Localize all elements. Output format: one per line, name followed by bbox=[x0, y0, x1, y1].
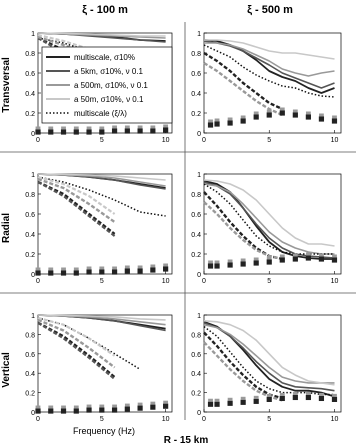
panel-radial-3-marker-gray bbox=[293, 254, 298, 257]
panel-vertical-5-marker bbox=[267, 397, 272, 402]
panel-transversal-0-marker bbox=[74, 129, 79, 134]
panel-vertical-5-marker bbox=[254, 399, 259, 404]
panel-vertical-5-marker bbox=[293, 395, 298, 400]
panel-vertical-5-marker bbox=[227, 401, 232, 406]
legend-label-1: a 5km, σ10%, ν 0.1 bbox=[74, 67, 143, 76]
legend-label-0: multiscale, σ10% bbox=[74, 53, 135, 62]
row-title-radial: Radial bbox=[1, 212, 12, 244]
panel-transversal-0-marker bbox=[48, 129, 53, 134]
panel-vertical-5-marker-gray bbox=[293, 392, 298, 395]
panel-radial-3-ytick-label: 0.8 bbox=[191, 192, 201, 199]
panel-radial-3-ytick-label: 0 bbox=[197, 272, 201, 279]
panel-transversal-0-ytick-label: 0.2 bbox=[25, 111, 35, 118]
panel-radial-3-marker bbox=[208, 263, 213, 268]
panel-radial-2-ytick-label: 0 bbox=[31, 272, 35, 279]
panel-radial-3-marker bbox=[332, 257, 337, 262]
panel-vertical-4-ytick-label: 0.2 bbox=[25, 390, 35, 398]
panel-transversal-1-marker-gray bbox=[306, 112, 311, 115]
panel-transversal-0-marker-gray bbox=[74, 127, 79, 130]
panel-radial-2-xtick-label: 5 bbox=[99, 278, 104, 285]
panel-transversal-1-marker bbox=[293, 112, 298, 117]
panel-radial-2-marker bbox=[48, 270, 53, 275]
panel-radial-2-marker-gray bbox=[150, 265, 155, 268]
panel-vertical-5-marker bbox=[319, 396, 324, 401]
panel-vertical-5-marker bbox=[306, 395, 311, 400]
panel-vertical-5-marker-gray bbox=[332, 394, 337, 397]
panel-vertical-4-marker-gray bbox=[74, 406, 79, 409]
panel-transversal-0-marker bbox=[112, 128, 117, 133]
panel-transversal-0-marker-gray bbox=[48, 127, 53, 130]
panel-vertical-5-marker-gray bbox=[215, 399, 220, 402]
column-title-100m: ξ - 100 m bbox=[82, 4, 128, 16]
legend-label-2: a 500m, σ10%, ν 0.1 bbox=[74, 81, 148, 90]
panel-transversal-1-marker bbox=[254, 114, 259, 119]
panel-vertical-5-xtick-label: 5 bbox=[267, 416, 272, 423]
panel-vertical-4-ytick-label: 0.8 bbox=[25, 332, 35, 340]
panel-transversal-0-marker bbox=[163, 127, 168, 132]
panel-vertical-4-marker-gray bbox=[36, 406, 41, 409]
panel-vertical-5-ytick-label: 1 bbox=[197, 313, 201, 320]
panel-transversal-0-ytick-label: 0.6 bbox=[25, 71, 35, 78]
panel-radial-3-marker-gray bbox=[306, 253, 311, 256]
panel-transversal-0-marker bbox=[99, 129, 104, 134]
panel-vertical-4-ytick-label: 0.4 bbox=[25, 371, 35, 379]
panel-vertical-4-marker bbox=[125, 406, 130, 411]
panel-transversal-1-marker-gray bbox=[254, 112, 259, 115]
panel-transversal-1-marker-gray bbox=[241, 116, 246, 119]
panel-transversal-0-marker bbox=[125, 128, 130, 133]
panel-radial-2-marker-gray bbox=[48, 268, 53, 271]
panel-transversal-1-marker bbox=[267, 112, 272, 117]
panel-vertical-5-marker-gray bbox=[267, 394, 272, 397]
panel-radial-2-ytick-label: 0.4 bbox=[25, 232, 35, 239]
panel-radial-3-ytick-label: 0.6 bbox=[191, 212, 201, 219]
panel-vertical-4-marker bbox=[48, 408, 53, 413]
panel-vertical-5-marker-gray bbox=[241, 397, 246, 400]
panel-radial-2-marker bbox=[74, 270, 79, 275]
panel-radial-3-ytick-label: 0.2 bbox=[191, 252, 201, 259]
panel-vertical-4-marker-gray bbox=[87, 405, 92, 408]
panel-vertical-5-ytick-label: 0.6 bbox=[191, 351, 201, 359]
panel-vertical-5-xtick-label: 10 bbox=[330, 416, 339, 423]
panel-radial-3-ytick-label: 1 bbox=[197, 172, 201, 179]
panel-radial-3-marker-gray bbox=[228, 260, 233, 263]
panel-radial-2-xtick-label: 0 bbox=[36, 278, 40, 285]
panel-vertical-5-ytick-label: 0.2 bbox=[191, 390, 201, 398]
panel-radial-3-xtick-label: 5 bbox=[267, 278, 272, 285]
panel-transversal-1-marker bbox=[332, 118, 337, 123]
panel-radial-2-marker-gray bbox=[138, 266, 143, 269]
panel-transversal-1-marker-gray bbox=[228, 118, 233, 121]
panel-vertical-4-axes bbox=[38, 315, 172, 412]
panel-transversal-1-xtick-label: 5 bbox=[267, 137, 272, 144]
panel-transversal-0-marker bbox=[86, 129, 91, 134]
panel-radial-2-marker bbox=[61, 270, 66, 275]
panel-radial-2-marker-gray bbox=[125, 266, 130, 269]
panel-transversal-1-marker bbox=[241, 118, 246, 123]
panel-vertical-4-marker-gray bbox=[61, 406, 66, 409]
panel-radial-2-marker bbox=[99, 269, 104, 274]
panel-transversal-1-marker-gray bbox=[267, 110, 272, 113]
panel-transversal-1-ytick-label: 1 bbox=[197, 31, 201, 38]
panel-vertical-4-marker bbox=[99, 407, 104, 412]
column-title-500m: ξ - 500 m bbox=[247, 4, 293, 16]
panel-vertical-4-marker-gray bbox=[125, 404, 130, 407]
panel-radial-3-xtick-label: 10 bbox=[330, 278, 339, 285]
panel-vertical-5-marker bbox=[332, 397, 337, 402]
panel-transversal-1-marker-gray bbox=[332, 116, 337, 119]
panel-radial-2-marker bbox=[86, 269, 91, 274]
panel-radial-2-xtick-label: 10 bbox=[161, 278, 170, 285]
panel-vertical-5-marker-gray bbox=[280, 393, 285, 396]
panel-vertical-4-marker bbox=[150, 405, 155, 410]
panel-transversal-1-marker bbox=[208, 122, 213, 127]
panel-radial-3-marker bbox=[214, 263, 219, 268]
panel-vertical-5-marker-gray bbox=[306, 392, 311, 395]
panel-vertical-5-marker bbox=[214, 402, 219, 407]
panel-radial-3-marker-gray bbox=[254, 258, 259, 261]
panel-radial-2-marker-gray bbox=[112, 267, 117, 270]
panel-transversal-1-xtick-label: 0 bbox=[202, 137, 206, 144]
panel-radial-3-marker bbox=[319, 256, 324, 261]
panel-radial-2-marker bbox=[150, 267, 155, 272]
panel-transversal-0-marker bbox=[150, 128, 155, 133]
panel-vertical-4-marker-gray bbox=[112, 405, 117, 408]
panel-vertical-5-marker-gray bbox=[319, 393, 324, 396]
panel-transversal-0-marker-gray bbox=[138, 126, 143, 129]
panel-vertical-4-marker-gray bbox=[138, 403, 143, 406]
panel-radial-3-marker bbox=[280, 257, 285, 262]
panel-transversal-0-marker-gray bbox=[87, 127, 92, 130]
panel-transversal-1-marker bbox=[227, 120, 232, 125]
panel-vertical-5-ytick-label: 0 bbox=[197, 410, 201, 417]
panel-radial-2-ytick-label: 1 bbox=[31, 172, 35, 179]
panel-vertical-5-xtick-label: 0 bbox=[202, 416, 206, 423]
panel-vertical-5-marker bbox=[280, 396, 285, 401]
panel-transversal-0-marker-gray bbox=[61, 127, 66, 130]
panel-transversal-0-ytick-label: 0.4 bbox=[25, 91, 35, 98]
panel-vertical-4-marker bbox=[86, 407, 91, 412]
bottom-caption: R - 15 km bbox=[163, 435, 209, 446]
panel-radial-3-marker-gray bbox=[241, 259, 246, 262]
panel-radial-3-marker-gray bbox=[215, 261, 220, 264]
panel-vertical-4-marker bbox=[35, 408, 40, 413]
panel-radial-2-marker-gray bbox=[99, 267, 104, 270]
panel-vertical-4-marker-gray bbox=[48, 406, 53, 409]
panel-transversal-1-ytick-label: 0.4 bbox=[191, 91, 201, 98]
panel-vertical-4-marker bbox=[163, 404, 168, 409]
panel-radial-2-marker-gray bbox=[87, 267, 92, 270]
panel-radial-3-marker bbox=[227, 262, 232, 267]
panel-transversal-1-marker-gray bbox=[208, 120, 213, 123]
panel-transversal-0-marker bbox=[35, 129, 40, 134]
panel-transversal-1-marker-gray bbox=[293, 110, 298, 113]
panel-radial-3-ytick-label: 0.4 bbox=[191, 232, 201, 239]
panel-transversal-0-xtick-label: 10 bbox=[161, 137, 170, 144]
panel-vertical-4-marker-gray bbox=[150, 402, 155, 405]
panel-vertical-4-marker bbox=[112, 407, 117, 412]
panel-transversal-0-xtick-label: 0 bbox=[36, 137, 40, 144]
panel-radial-3-marker bbox=[254, 260, 259, 265]
panel-radial-3-marker bbox=[267, 259, 272, 264]
panel-radial-2-marker bbox=[163, 266, 168, 271]
panel-transversal-1-ytick-label: 0.6 bbox=[191, 71, 201, 78]
panel-transversal-1-ytick-label: 0.2 bbox=[191, 111, 201, 118]
x-axis-label: Frequency (Hz) bbox=[72, 426, 136, 436]
panel-radial-2-ytick-label: 0.8 bbox=[25, 192, 35, 199]
panel-vertical-4-xtick-label: 10 bbox=[161, 416, 170, 423]
panel-vertical-4-ytick-label: 0 bbox=[31, 410, 35, 417]
panel-radial-3-marker bbox=[306, 255, 311, 260]
panel-vertical-4-marker-gray bbox=[99, 405, 104, 408]
panel-vertical-4-ytick-label: 0.6 bbox=[25, 351, 35, 359]
panel-transversal-0-marker bbox=[61, 129, 66, 134]
panel-radial-2-axes bbox=[38, 174, 172, 274]
panel-transversal-1-ytick-label: 0.8 bbox=[191, 51, 201, 58]
panel-transversal-0-ytick-label: 0.8 bbox=[25, 51, 35, 58]
panel-vertical-5-marker bbox=[208, 402, 213, 407]
legend-label-3: a 50m, σ10%, ν 0.1 bbox=[74, 95, 144, 104]
row-title-vertical: Vertical bbox=[1, 352, 12, 388]
panel-transversal-1-marker-gray bbox=[319, 114, 324, 117]
panel-vertical-5-marker-gray bbox=[254, 396, 259, 399]
panel-transversal-1-ytick-label: 0 bbox=[197, 131, 201, 138]
panel-transversal-0-marker bbox=[137, 128, 142, 133]
panel-transversal-0-marker-gray bbox=[150, 126, 155, 129]
panel-vertical-4-marker bbox=[61, 408, 66, 413]
panel-radial-2-marker-gray bbox=[36, 268, 41, 271]
panel-vertical-5-ytick-label: 0.8 bbox=[191, 332, 201, 340]
panel-vertical-4-marker-gray bbox=[163, 401, 168, 404]
panel-radial-2-marker bbox=[35, 270, 40, 275]
panel-radial-3-marker-gray bbox=[280, 255, 285, 258]
panel-radial-2-ytick-label: 0.6 bbox=[25, 212, 35, 219]
panel-vertical-5-marker bbox=[241, 400, 246, 405]
panel-transversal-1-marker-gray bbox=[280, 108, 285, 111]
panel-transversal-1-marker bbox=[306, 114, 311, 119]
panel-transversal-0-marker-gray bbox=[36, 127, 41, 130]
panel-radial-3-marker-gray bbox=[208, 261, 213, 264]
panel-transversal-0-marker-gray bbox=[163, 125, 168, 128]
panel-transversal-0-ytick-label: 0 bbox=[31, 131, 35, 138]
panel-vertical-5-marker-gray bbox=[228, 398, 233, 401]
legend bbox=[42, 47, 172, 123]
panel-radial-3-marker-gray bbox=[319, 254, 324, 257]
panel-transversal-1-marker-gray bbox=[215, 119, 220, 122]
panel-transversal-1-marker bbox=[280, 110, 285, 115]
panel-radial-2-marker-gray bbox=[163, 264, 168, 267]
panel-vertical-5-marker-gray bbox=[208, 399, 213, 402]
panel-transversal-0-marker-gray bbox=[125, 126, 130, 129]
row-title-transversal: Transversal bbox=[1, 57, 12, 113]
panel-vertical-4-marker bbox=[137, 406, 142, 411]
legend-label-4: multiscale (ξ/λ) bbox=[74, 109, 127, 118]
panel-vertical-5-ytick-label: 0.4 bbox=[191, 371, 201, 379]
panel-radial-3-marker bbox=[241, 261, 246, 266]
panel-transversal-1-marker bbox=[319, 116, 324, 121]
panel-transversal-1-marker bbox=[214, 121, 219, 126]
panel-transversal-0-marker-gray bbox=[99, 127, 104, 130]
panel-radial-3-marker-gray bbox=[267, 257, 272, 260]
panel-transversal-1-xtick-label: 10 bbox=[330, 137, 339, 144]
panel-radial-3-marker bbox=[293, 256, 298, 261]
panel-radial-2-marker bbox=[112, 269, 117, 274]
panel-vertical-4-xtick-label: 5 bbox=[99, 416, 104, 423]
panel-radial-3-xtick-label: 0 bbox=[202, 278, 206, 285]
panel-radial-2-ytick-label: 0.2 bbox=[25, 252, 35, 259]
panel-vertical-4-xtick-label: 0 bbox=[36, 416, 40, 423]
panel-vertical-4-marker bbox=[74, 408, 79, 413]
panel-vertical-4-ytick-label: 1 bbox=[31, 313, 35, 320]
panel-transversal-0-xtick-label: 5 bbox=[99, 137, 104, 144]
panel-radial-2-marker-gray bbox=[74, 268, 79, 271]
panel-radial-2-marker bbox=[137, 268, 142, 273]
panel-transversal-0-ytick-label: 1 bbox=[31, 31, 35, 38]
panel-radial-3-marker-gray bbox=[332, 255, 337, 258]
panel-transversal-0-marker-gray bbox=[112, 126, 117, 129]
panel-radial-2-marker bbox=[125, 268, 130, 273]
panel-radial-2-marker-gray bbox=[61, 268, 66, 271]
